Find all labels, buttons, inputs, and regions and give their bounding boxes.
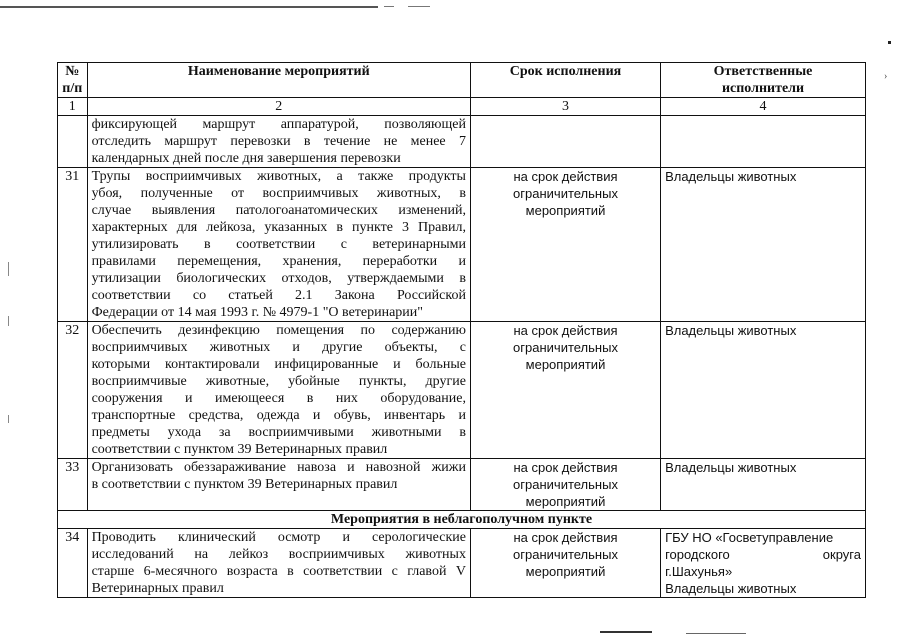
responsible-cell [661, 116, 866, 168]
text-line: утилизировать в соответствии с ветеринарными [91, 237, 466, 252]
responsible-cell [661, 459, 866, 511]
text-line: ограничительных [513, 340, 618, 355]
term-cell [470, 168, 660, 322]
text-line: мероприятий [525, 357, 606, 372]
table-row-continuation [58, 116, 866, 168]
section-title-row [58, 511, 866, 529]
scan-speck: › [884, 71, 888, 82]
text-line: Ветеринарных правил [91, 581, 224, 596]
header-number-line: № [65, 64, 80, 79]
text-line: ограничительных [513, 477, 618, 492]
text-line: Организовать обеззараживание навоза и навозной жижи [91, 460, 466, 475]
text-line: Владельцы животных [665, 581, 797, 596]
measure-name-cell [87, 529, 470, 598]
section-title: Мероприятия в неблагополучном пункте [58, 511, 866, 529]
measures-table [57, 62, 866, 598]
text-line: в соответствии с пунктом 39 Ветеринарных правил [91, 477, 398, 492]
text-line: мероприятий [525, 564, 606, 579]
text-line: на срок действия [513, 323, 618, 338]
text-line: мероприятий [525, 203, 606, 218]
table-row-34 [58, 529, 866, 598]
text-line: городского округа [665, 547, 861, 562]
column-index-row [58, 98, 866, 116]
text-line: Трупы восприимчивых животных, а также продукты [91, 169, 466, 184]
column-index-cell: 1 [58, 98, 88, 116]
measure-name-cell [87, 459, 470, 511]
scan-speck [888, 41, 891, 44]
text-line: восприимчивые животные, убойные пункты, другие [91, 374, 466, 389]
text-line: сооружения и имеющееся в них оборудование, [91, 391, 466, 406]
text-line: утилизации биологических отходов, утверждаемыми в [91, 271, 466, 286]
responsible-cell [661, 529, 866, 598]
scan-top-rule-fragment [408, 6, 430, 7]
table-row-33 [58, 459, 866, 511]
text-line: Федерации от 14 мая 1993 г. № 4979-1 "О ветеринарии" [91, 305, 424, 320]
text-line: Владельцы животных [665, 460, 797, 475]
scan-margin-mark [8, 415, 9, 423]
text-line: предметы ухода за восприимчивыми животными в [91, 425, 466, 440]
row-number-cell: 32 [58, 322, 88, 459]
row-number-cell [58, 116, 88, 168]
term-cell [470, 529, 660, 598]
text-line: которыми контактировали инфицированные и больные [91, 357, 466, 372]
responsible-cell [661, 168, 866, 322]
responsible-cell [661, 322, 866, 459]
text-line: исследований на лейкоз восприимчивых животных [91, 547, 466, 562]
text-line: г.Шахунья» [665, 564, 733, 579]
term-cell [470, 322, 660, 459]
text-line: соответствии со статьей 2.1 Закона Российской [91, 288, 466, 303]
scan-bottom-mark [686, 633, 746, 634]
text-line: ограничительных [513, 547, 618, 562]
scan-bottom-mark [600, 631, 652, 633]
text-line: старше 6-месячного возраста в соответствии с главой V [91, 564, 466, 579]
table-header-row [58, 63, 866, 98]
measure-name-cell [87, 116, 470, 168]
text-line: правилами перемещения, хранения, переработки и [91, 254, 466, 269]
scan-margin-mark [8, 316, 9, 326]
scan-top-rule [0, 6, 378, 8]
row-number-cell: 31 [58, 168, 88, 322]
text-line: Владельцы животных [665, 169, 797, 184]
row-number-cell: 34 [58, 529, 88, 598]
text-line: ГБУ НО «Госветуправление [665, 530, 834, 545]
text-line: фиксирующей маршрут аппаратурой, позволяющей [91, 117, 466, 132]
scan-top-rule-fragment [384, 6, 394, 7]
table-row-31 [58, 168, 866, 322]
text-line: на срок действия [513, 530, 618, 545]
header-number-line: п/п [62, 81, 83, 96]
text-line: на срок действия [513, 460, 618, 475]
text-line: Обеспечить дезинфекцию помещения по содержанию [91, 323, 466, 338]
text-line: календарных дней после дня завершения перевозки [91, 151, 401, 166]
measure-name-cell [87, 322, 470, 459]
text-line: характерных для лейкоза, указанных в пункте 3 Правил, [91, 220, 466, 235]
text-line: случае выявления патологоанатомических изменений, [91, 203, 466, 218]
header-number [58, 63, 88, 98]
text-line: мероприятий [525, 494, 606, 509]
term-cell [470, 459, 660, 511]
header-responsible-line: Ответственные [713, 64, 813, 79]
text-line: Проводить клинический осмотр и серологические [91, 530, 466, 545]
term-cell [470, 116, 660, 168]
header-name: Наименование мероприятий [87, 63, 470, 98]
header-term: Срок исполнения [470, 63, 660, 98]
text-line: убоя, полученные от восприимчивых животных, в [91, 186, 466, 201]
text-line: соответствии с пунктом 39 Ветеринарных правил [91, 442, 388, 457]
column-index-cell: 3 [470, 98, 660, 116]
table-row-32 [58, 322, 866, 459]
header-responsible-line: исполнители [721, 81, 805, 96]
text-line: на срок действия [513, 169, 618, 184]
column-index-cell: 4 [661, 98, 866, 116]
text-line: ограничительных [513, 186, 618, 201]
measure-name-cell [87, 168, 470, 322]
text-line: отследить маршрут перевозки в течение не менее 7 [91, 134, 466, 149]
text-line: транспортные средства, одежда и обувь, инвентарь и [91, 408, 466, 423]
text-line: восприимчивых животных и другие объекты, с [91, 340, 466, 355]
header-responsible [661, 63, 866, 98]
row-number-cell: 33 [58, 459, 88, 511]
text-line: Владельцы животных [665, 323, 797, 338]
column-index-cell: 2 [87, 98, 470, 116]
scan-margin-mark [8, 262, 9, 276]
